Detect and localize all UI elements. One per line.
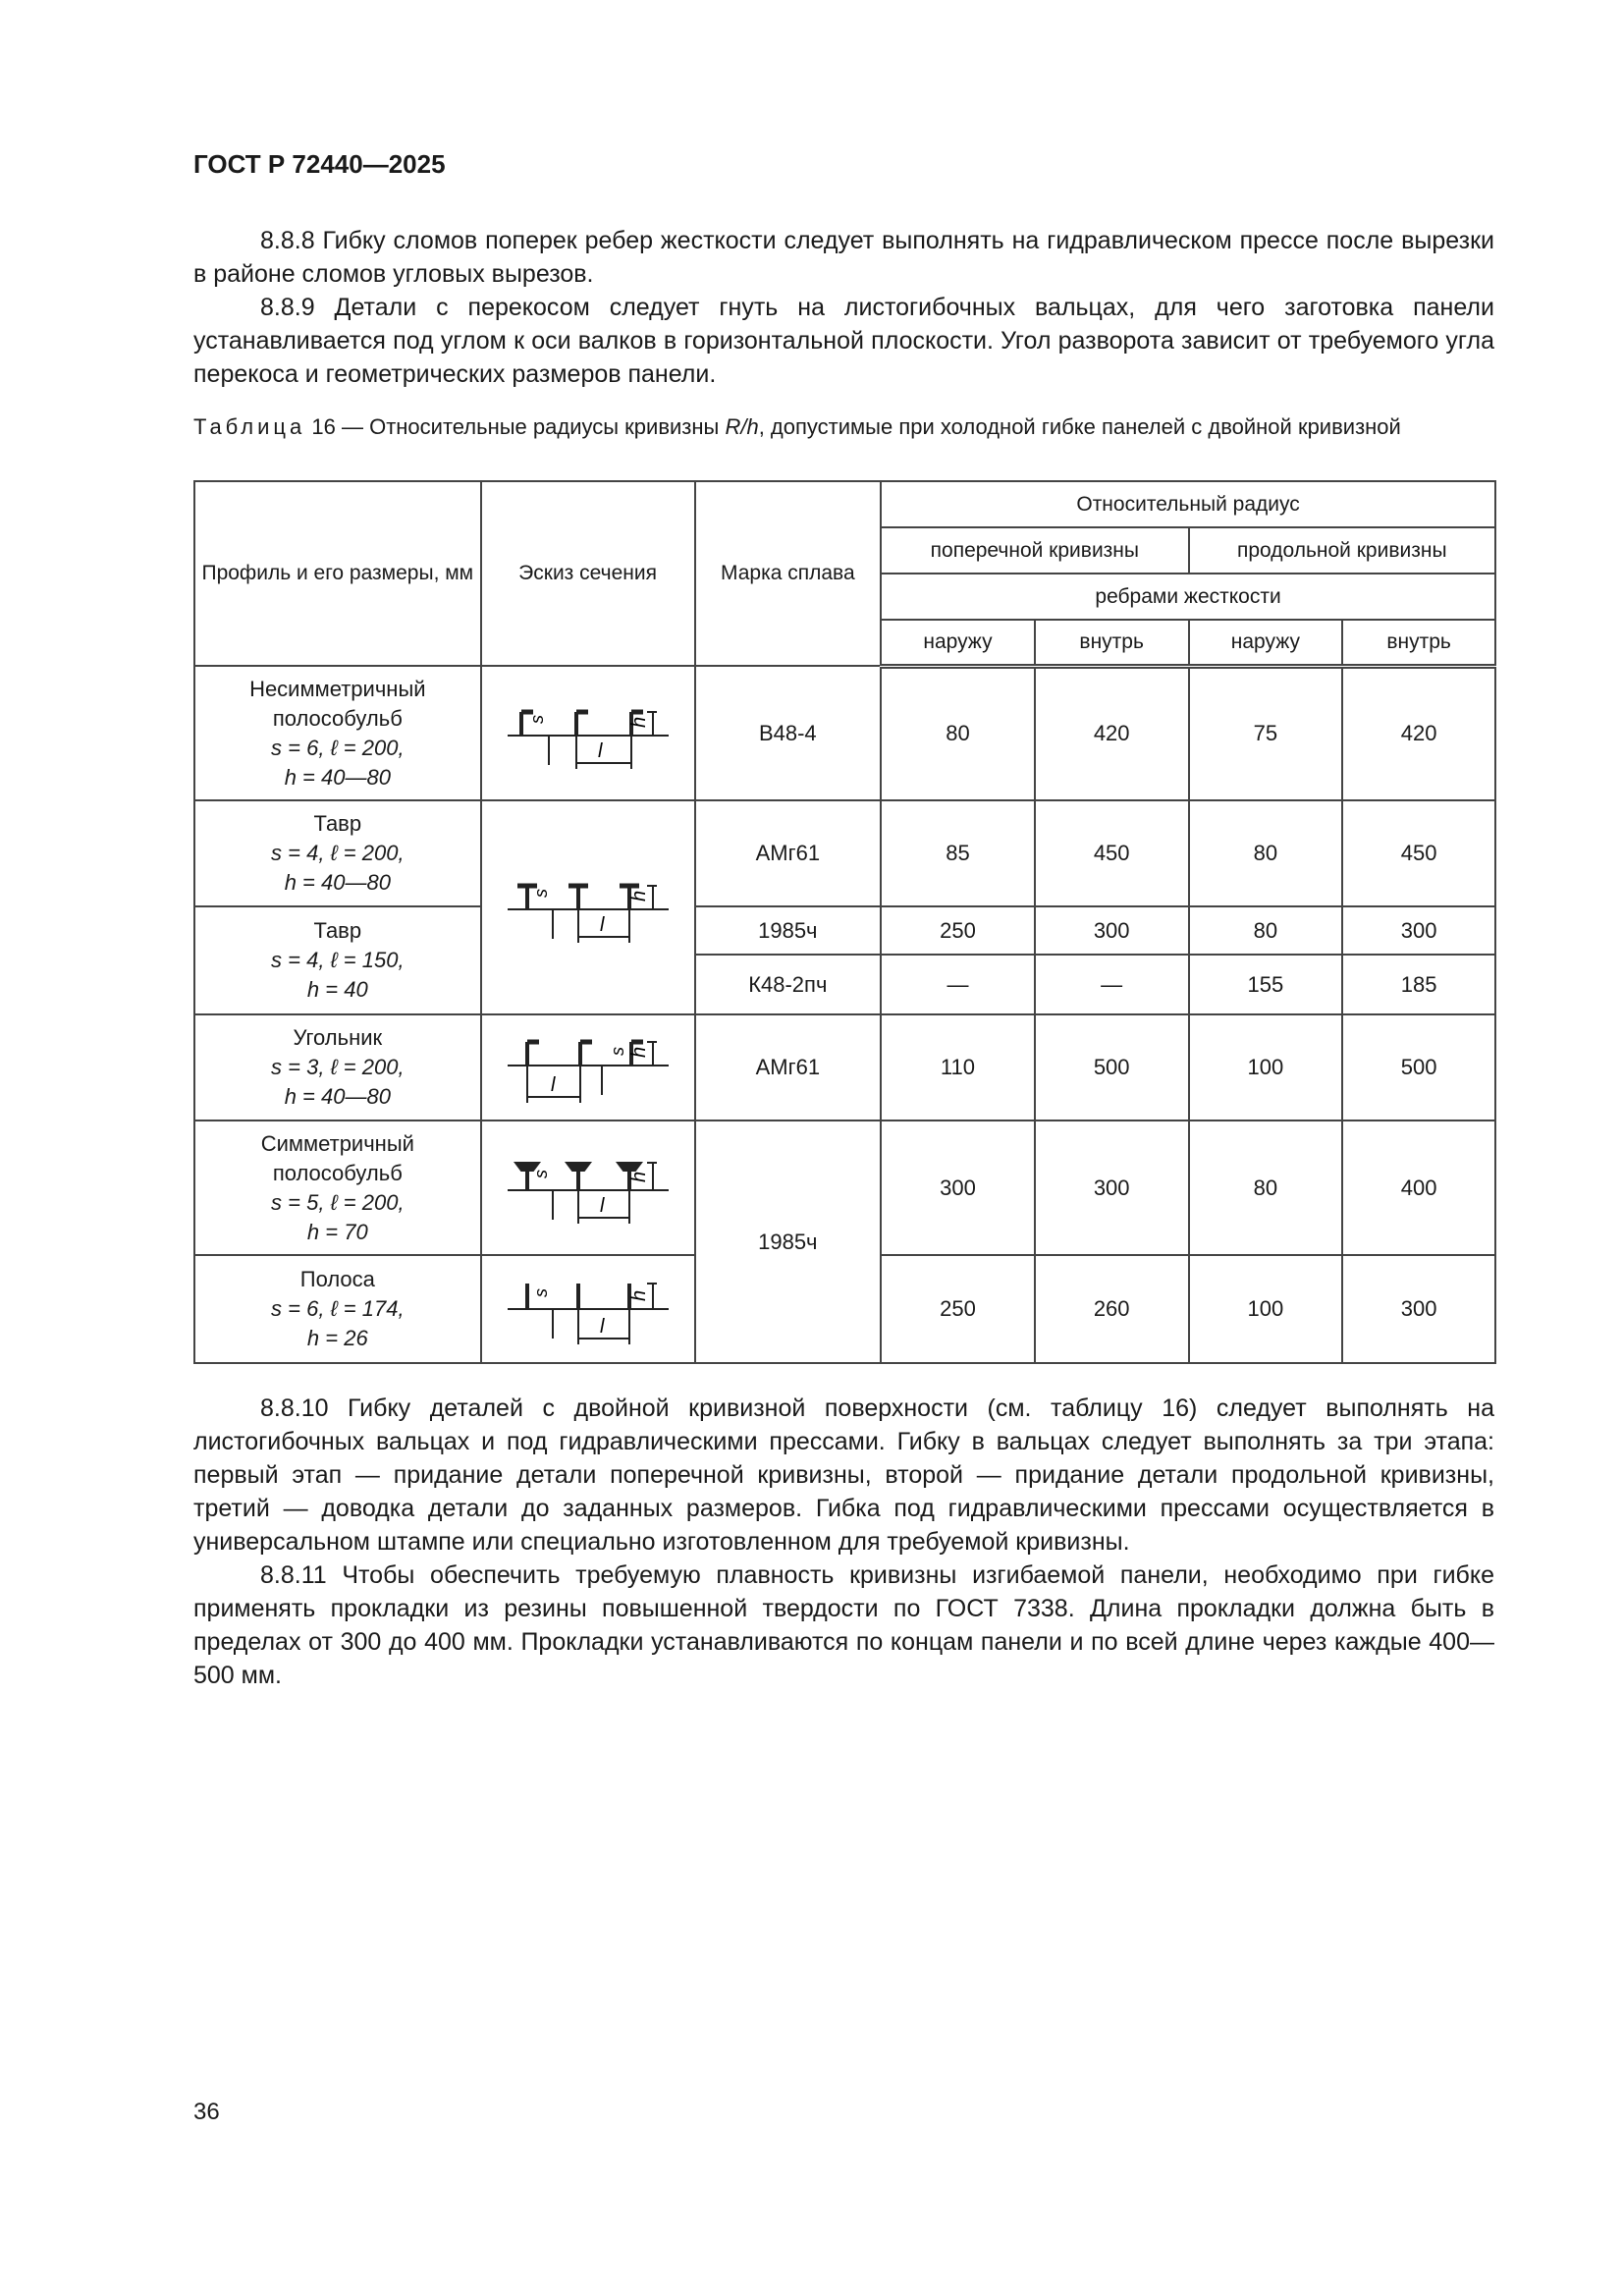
value-cell: 100 (1189, 1255, 1343, 1363)
value-cell: 420 (1035, 666, 1189, 800)
table-row (194, 1014, 1495, 1121)
value-cell: 185 (1342, 955, 1495, 1014)
profile-height: h = 70 (306, 1219, 368, 1244)
value-cell: 500 (1342, 1014, 1495, 1121)
svg-text:h: h (627, 1171, 650, 1182)
profile-cell (194, 666, 481, 800)
value-cell: 500 (1035, 1014, 1189, 1121)
caption-word: Таблица (193, 414, 306, 439)
profile-name: Тавр (313, 918, 362, 943)
page-number: 36 (193, 2099, 220, 2125)
sketch-cell (481, 666, 695, 800)
profile-name: Тавр (313, 811, 362, 836)
profile-height: h = 40—80 (284, 1084, 391, 1109)
sketch-cell (481, 1121, 695, 1255)
profile-height: h = 26 (306, 1326, 368, 1350)
table-caption (193, 412, 1494, 442)
header-sketch: Эскиз сечения (481, 481, 695, 666)
value-cell: 420 (1342, 666, 1495, 800)
alloy-cell: АМг61 (695, 1014, 882, 1121)
value-cell: 85 (881, 800, 1035, 906)
value-cell: — (1035, 955, 1189, 1014)
profile-height: h = 40—80 (284, 764, 391, 790)
svg-text:h: h (627, 716, 650, 728)
profile-cell (194, 1014, 481, 1121)
strip-sketch (500, 1268, 676, 1350)
profile-name: Несимметричный полособульб (249, 676, 426, 731)
value-cell: 155 (1189, 955, 1343, 1014)
document-code: ГОСТ Р 72440—2025 (193, 149, 446, 179)
header-out-1: наружу (881, 620, 1035, 666)
svg-text:l: l (599, 914, 605, 936)
header-in-1: внутрь (1035, 620, 1189, 666)
value-cell: 80 (881, 666, 1035, 800)
svg-text:l: l (597, 739, 603, 762)
svg-text:s: s (530, 889, 551, 898)
paragraph-8-8-10: 8.8.10 Гибку деталей с двойной кривизной поверхности (см. таблицу 16) следует выполнять на листогибочных вальцах и под гидравлическими прессами. Гибку в вальцах следует выполнять за три этапа: первый этап — придание детали поперечной кривизны, второй — придание детали продольной кривизны, третий — доводка детали до заданных размеров. Гибка под гидравлическими прессами осуществляется в универсальном штампе или специально изготовленном для требуемой кривизны. (193, 1394, 1494, 1556)
profile-height: h = 40—80 (284, 870, 391, 895)
table-row (194, 800, 1495, 906)
profile-cell (194, 1255, 481, 1363)
value-cell: 80 (1189, 1121, 1343, 1255)
sketch-cell (481, 1014, 695, 1121)
profile-dims: s = 4, ℓ = 200, (271, 841, 405, 865)
header-profile: Профиль и его размеры, мм (194, 481, 481, 666)
header-alloy: Марка сплава (695, 481, 882, 666)
value-cell: 260 (1035, 1255, 1189, 1363)
svg-text:s: s (530, 1288, 551, 1297)
value-cell: 300 (881, 1121, 1035, 1255)
alloy-cell: В48-4 (695, 666, 882, 800)
profile-name: Полоса (299, 1267, 375, 1291)
header-in-2: внутрь (1342, 620, 1495, 666)
profile-dims: s = 6, ℓ = 200, (271, 735, 405, 760)
table-row (194, 666, 1495, 800)
svg-text:h: h (627, 1046, 650, 1058)
svg-text:s: s (526, 714, 547, 724)
sketch-cell (481, 800, 695, 1014)
header-longitudinal: продольной кривизны (1189, 527, 1495, 574)
alloy-cell: К48-2пч (695, 955, 882, 1014)
paragraph-8-8-8: 8.8.8 Гибку сломов поперек ребер жесткости следует выполнять на гидравлическом прессе после вырезки в районе сломов угловых вырезов. (193, 227, 1494, 288)
value-cell: 300 (1035, 1121, 1189, 1255)
value-cell: 300 (1342, 1255, 1495, 1363)
paragraph-8-8-11: 8.8.11 Чтобы обеспечить требуемую плавность кривизны изгибаемой панели, необходимо при гибке применять прокладки из резины повышенной твердости по ГОСТ 7338. Длина прокладки должна быть в пределах от 300 до 400 мм. Прокладки устанавливаются по концам панели и по всей длине через каждые 400—500 мм. (193, 1561, 1494, 1689)
profile-dims: s = 5, ℓ = 200, (271, 1189, 405, 1215)
svg-text:l: l (599, 1316, 605, 1338)
caption-rest: , допустимые при холодной гибке панелей с двойной кривизной (758, 414, 1401, 439)
angle-sketch (500, 1026, 676, 1109)
profile-name: Угольник (293, 1025, 383, 1050)
value-cell: 300 (1342, 906, 1495, 955)
header-ribs: ребрами жесткости (881, 574, 1495, 620)
table-row (194, 1121, 1495, 1255)
sketch-cell (481, 1255, 695, 1363)
header-out-2: наружу (1189, 620, 1343, 666)
value-cell: 300 (1035, 906, 1189, 955)
value-cell: 110 (881, 1014, 1035, 1121)
value-cell: — (881, 955, 1035, 1014)
svg-text:s: s (530, 1169, 551, 1178)
value-cell: 250 (881, 1255, 1035, 1363)
profile-height: h = 40 (306, 977, 368, 1002)
tee-sketch (500, 866, 676, 949)
header-relative-radius: Относительный радиус (881, 481, 1495, 527)
value-cell: 80 (1189, 906, 1343, 955)
profile-cell (194, 1121, 481, 1255)
paragraph-8-8-9: 8.8.9 Детали с перекосом следует гнуть на листогибочных вальцах, для чего заготовка панели устанавливается под углом к оси валков в горизонтальной плоскости. Угол разворота зависит от требуемого угла перекоса и геометрических размеров панели. (193, 294, 1494, 388)
value-cell: 80 (1189, 800, 1343, 906)
value-cell: 450 (1035, 800, 1189, 906)
value-cell: 75 (1189, 666, 1343, 800)
value-cell: 400 (1342, 1121, 1495, 1255)
value-cell: 100 (1189, 1014, 1343, 1121)
table-16 (193, 480, 1496, 1364)
table-row (194, 906, 1495, 955)
svg-text:l: l (599, 1194, 605, 1217)
asymmetric-bulb-sketch (500, 692, 676, 775)
value-cell: 250 (881, 906, 1035, 955)
svg-text:s: s (607, 1047, 627, 1056)
profile-cell (194, 906, 481, 1014)
value-cell: 450 (1342, 800, 1495, 906)
caption-number: 16 — Относительные радиусы кривизны (311, 414, 726, 439)
profile-dims: s = 4, ℓ = 150, (271, 948, 405, 972)
caption-variable: R/h (725, 414, 759, 439)
alloy-cell: АМг61 (695, 800, 882, 906)
profile-name: Симметричный полособульб (260, 1130, 414, 1185)
symmetric-bulb-sketch (500, 1147, 676, 1230)
alloy-cell: 1985ч (695, 1121, 882, 1363)
svg-text:h: h (627, 1289, 650, 1301)
profile-dims: s = 3, ℓ = 200, (271, 1055, 405, 1079)
profile-cell (194, 800, 481, 906)
svg-text:l: l (550, 1074, 556, 1096)
alloy-cell: 1985ч (695, 906, 882, 955)
svg-text:h: h (627, 890, 650, 902)
header-transverse: поперечной кривизны (881, 527, 1188, 574)
profile-dims: s = 6, ℓ = 174, (271, 1296, 405, 1321)
